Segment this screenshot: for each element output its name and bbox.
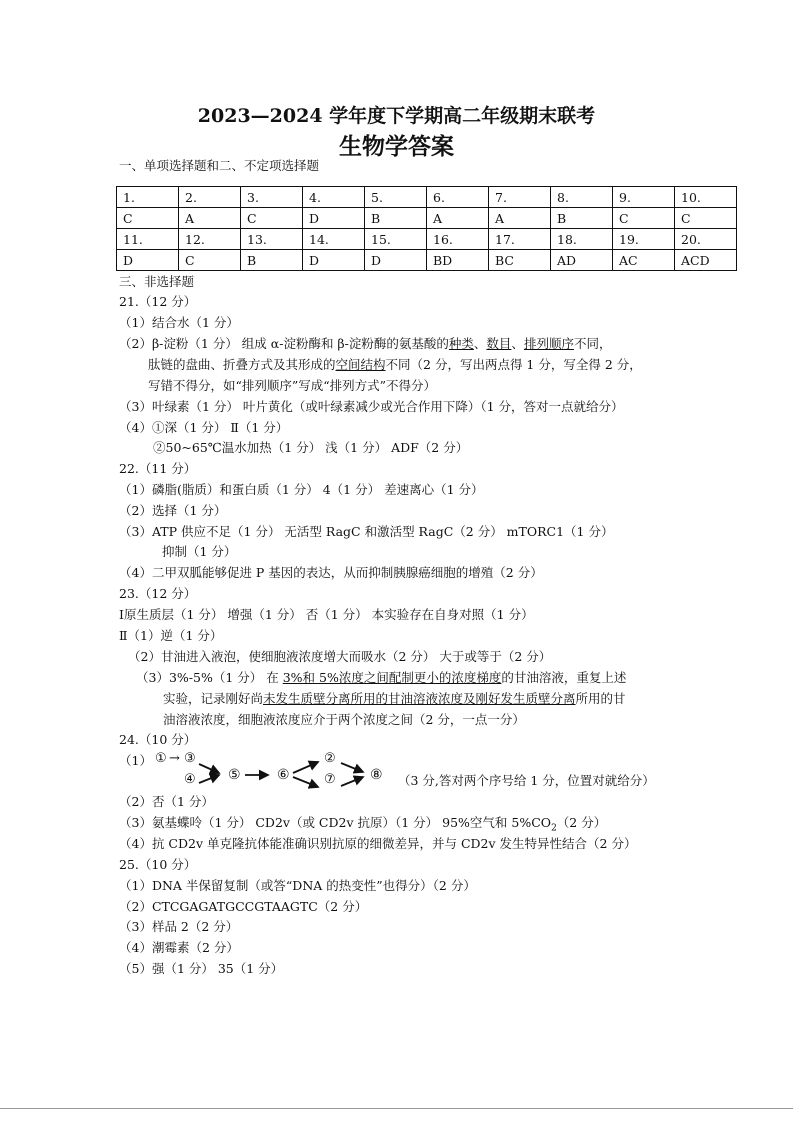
q21-underline-number: 数目 [486, 336, 512, 351]
q24-node-2: ② [324, 751, 336, 766]
q23-line5-end: 所用的甘 [575, 691, 626, 706]
q21-line1: （1）结合水（1 分） [119, 315, 239, 330]
answer-table-cell: D [303, 250, 365, 271]
q21-line5: （3）叶绿素（1 分） 叶片黄化（或叶绿素减少或光合作用下降）（1 分，答对一点就给分） [119, 399, 624, 414]
answer-table-cell: D [365, 250, 427, 271]
q23-underline-gradient: 3%和 5%浓度之间配制更小的浓度梯度 [282, 670, 502, 685]
q24-co2-subscript: 2 [551, 823, 557, 834]
section3-heading: 三、非选择题 [119, 274, 195, 289]
answer-table-cell: C [613, 208, 675, 229]
q24-node-3: ③ [184, 751, 196, 766]
answer-table-cell: D [303, 208, 365, 229]
q21-line3-text: 肽链的盘曲、折叠方式及其形成的 [148, 357, 336, 372]
q24-node-7: ⑦ [324, 772, 336, 787]
q25-line5: （5）强（1 分） 35（1 分） [119, 961, 284, 976]
answer-table-cell: B [365, 208, 427, 229]
q23-underline-plasmolysis: 未发生质壁分离所用的甘油溶液浓度及刚好发生质壁分离 [263, 691, 576, 706]
answer-table-cell: BC [489, 250, 551, 271]
q21-line3 [148, 356, 642, 374]
answer-table-cell: 9. [613, 187, 675, 208]
q22-line3: （3）ATP 供应不足（1 分） 无活型 RagC 和激活型 RagC（2 分） mTORC1（1 分） [119, 524, 614, 539]
answer-table-cell: 12. [179, 229, 241, 250]
answer-table-cell: 1. [117, 187, 179, 208]
answer-table-row [117, 250, 737, 271]
q23-line5 [163, 690, 626, 708]
q21-line2-end: 不同， [573, 336, 612, 351]
q21-underline-structure: 空间结构 [335, 357, 386, 372]
q25-line1: （1）DNA 半保留复制（或答“DNA 的热变性”也得分）（2 分） [119, 878, 476, 893]
q24-arrow-2-8 [341, 763, 363, 772]
answer-table-row [117, 229, 737, 250]
q24-line2: （2）否（1 分） [119, 794, 214, 809]
page-title: 2023—2024 学年度下学期高二年级期末联考 [197, 105, 596, 127]
q25-title: 25.（10 分） [119, 857, 197, 872]
q24-arrow-6-2 [293, 762, 318, 773]
q24-arrow-7-8 [341, 777, 363, 786]
page-bottom-rule [0, 1108, 793, 1109]
q23-line2: Ⅱ（1）逆（1 分） [119, 628, 223, 643]
q23-line4-end: 的甘油溶液，重复上述 [501, 670, 627, 685]
q21-sep2: 、 [511, 336, 524, 351]
q21-line4: 写错不得分，如“排列顺序”写成“排列方式”不得分） [148, 378, 437, 393]
answer-table-cell: 11. [117, 229, 179, 250]
answer-table-cell: 17. [489, 229, 551, 250]
answer-table-cell: 18. [551, 229, 613, 250]
q22-title: 22.（11 分） [119, 461, 197, 476]
q23-line6: 油溶液浓度，细胞液浓度应介于两个浓度之间（2 分，一点一分） [163, 712, 525, 727]
answer-table-cell: C [675, 208, 737, 229]
answer-table-cell: C [241, 208, 303, 229]
answer-table-cell: 20. [675, 229, 737, 250]
q21-line3-end: 不同（2 分，写出两点得 1 分，写全得 2 分， [385, 357, 642, 372]
q21-line7: ②50~65℃温水加热（1 分） 浅（1 分） ADF（2 分） [153, 440, 469, 455]
answer-table-cell: A [179, 208, 241, 229]
answer-table-cell: B [551, 208, 613, 229]
answer-table-cell: A [427, 208, 489, 229]
q24-line3-text: （3）氨基蝶呤（1 分） CD2v（或 CD2v 抗原）（1 分） 95%空气和 5%CO [119, 815, 552, 830]
q21-line2-text: （2）β-淀粉（1 分） 组成 α-淀粉酶和 β-淀粉酶的氨基酸的 [119, 336, 449, 351]
answer-table-cell: 13. [241, 229, 303, 250]
answer-table-cell: D [117, 250, 179, 271]
q23-line4-text: （3）3%-5%（1 分） 在 [136, 670, 283, 685]
answer-table-cell: ACD [675, 250, 737, 271]
answer-table-row [117, 187, 737, 208]
q21-title: 21.（12 分） [119, 294, 197, 309]
answer-table-cell: 6. [427, 187, 489, 208]
q24-title: 24.（10 分） [119, 732, 197, 747]
q24-line4: （4）抗 CD2v 单克隆抗体能准确识别抗原的细微差异，并与 CD2v 发生特异性结合（2 分） [119, 836, 637, 851]
q24-arrow-4-5 [199, 775, 219, 783]
q24-flow-arrows [195, 755, 385, 795]
page-subtitle: 生物学答案 [339, 133, 454, 160]
answer-table-cell: AC [613, 250, 675, 271]
answer-table-cell: 10. [675, 187, 737, 208]
q23-line3: （2）甘油进入液泡，使细胞液浓度增大而吸水（2 分） 大于或等于（2 分） [128, 649, 552, 664]
q22-line5: （4）二甲双胍能够促进 P 基因的表达，从而抑制胰腺癌细胞的增殖（2 分） [119, 565, 543, 580]
q24-node-5: ⑤ [228, 767, 241, 783]
section1-heading: 一、单项选择题和二、不定项选择题 [119, 158, 320, 173]
answer-table-cell: C [179, 250, 241, 271]
q23-line4 [136, 669, 626, 687]
q21-line2 [119, 335, 611, 353]
q21-underline-kinds: 种类 [448, 336, 474, 351]
q25-line4: （4）潮霉素（2 分） [119, 940, 239, 955]
answer-table-cell: C [117, 208, 179, 229]
answer-table-cell: 8. [551, 187, 613, 208]
answer-table-cell: 3. [241, 187, 303, 208]
answer-table-cell: 19. [613, 229, 675, 250]
answer-table-cell: 15. [365, 229, 427, 250]
q21-line6: （4）①深（1 分） Ⅱ（1 分） [119, 420, 289, 435]
answer-table-cell: A [489, 208, 551, 229]
answer-table-cell: AD [551, 250, 613, 271]
answer-table-cell: 4. [303, 187, 365, 208]
q22-line4: 抑制（1 分） [162, 544, 237, 559]
answer-table-cell: 16. [427, 229, 489, 250]
q23-line1: Ⅰ原生质层（1 分） 增强（1 分） 否（1 分） 本实验存在自身对照（1 分） [119, 607, 534, 622]
q24-node-4: ④ [184, 772, 196, 787]
answer-table-cell: 7. [489, 187, 551, 208]
q24-node-6: ⑥ [277, 767, 290, 783]
q24-flow-note: （3 分,答对两个序号给 1 分，位置对就给分） [398, 773, 655, 788]
q24-line3-end: （2 分） [556, 815, 607, 830]
answer-table-cell: 5. [365, 187, 427, 208]
q24-node-1: ① [155, 751, 167, 766]
q24-line3 [119, 814, 606, 838]
q21-sep1: 、 [473, 336, 487, 351]
q23-line5-text: 实验，记录刚好尚 [163, 691, 264, 706]
q24-flow-prefix: （1） [119, 753, 152, 768]
answer-table-cell: BD [427, 250, 489, 271]
q25-line2: （2）CTCGAGATGCCGTAAGTC（2 分） [119, 899, 368, 914]
answer-table [116, 186, 737, 271]
answer-table-cell: 2. [179, 187, 241, 208]
q24-arrow-6-7 [293, 777, 318, 787]
q22-line2: （2）选择（1 分） [119, 503, 227, 518]
q22-line1: （1）磷脂(脂质）和蛋白质（1 分） 4（1 分） 差速离心（1 分） [119, 482, 484, 497]
answer-table-cell: 14. [303, 229, 365, 250]
q24-arrow-3-5 [199, 764, 219, 773]
answer-table-row [117, 208, 737, 229]
q24-node-8: ⑧ [370, 767, 383, 783]
q23-title: 23.（12 分） [119, 586, 197, 601]
q21-underline-order: 排列顺序 [523, 336, 574, 351]
q24-arrow-1-3: → [169, 751, 180, 766]
answer-table-cell: B [241, 250, 303, 271]
q25-line3: （3）样品 2（2 分） [119, 919, 239, 934]
